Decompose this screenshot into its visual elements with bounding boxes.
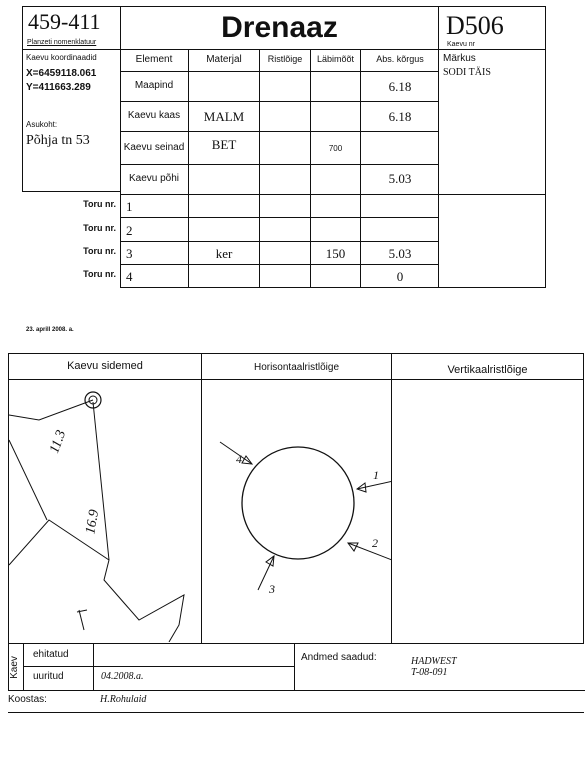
- pipe-number: 2: [126, 223, 133, 238]
- pipe-height: 0: [396, 269, 404, 284]
- built-label: ehitatud: [33, 649, 69, 660]
- dimension-label: 16.9: [83, 508, 103, 536]
- nomenclature-number: 459-411: [28, 9, 101, 34]
- diagram-col-vertical: Vertikaalristlõige: [447, 364, 528, 376]
- pipe-diameter: 150: [325, 246, 346, 261]
- col-header-element: Element: [135, 54, 173, 65]
- remarks-value: SODI TÄIS: [443, 67, 491, 78]
- nomenclature-box: [22, 6, 121, 50]
- well-id-label: Kaevu nr: [447, 41, 476, 48]
- source-line-1: HADWEST: [411, 656, 457, 667]
- form-date: 23. aprill 2008. a.: [26, 327, 74, 333]
- row-element-label: Kaevu kaas: [127, 110, 181, 121]
- dimension-label: 11.3: [47, 428, 70, 456]
- well-id: D506: [446, 11, 504, 40]
- diagram-col-divider-2: [391, 354, 392, 643]
- diagram-col-horizontal: Horisontaalristlõige: [253, 362, 340, 373]
- pipe-material: ker: [215, 246, 233, 261]
- row-element-label: Maapind: [134, 80, 174, 91]
- row-element-label: Kaevu põhi: [128, 173, 180, 184]
- pipe-row-label: Toru nr.: [83, 223, 116, 233]
- well-id-box: [438, 6, 546, 50]
- surveyed-label: uuritud: [33, 671, 64, 682]
- pipe-label: 3: [269, 582, 275, 596]
- diagram-section: [8, 353, 584, 644]
- row-material-value: MALM: [203, 109, 245, 124]
- well-circle: [242, 447, 354, 559]
- col-header-cross-section: Ristlõige: [267, 54, 303, 64]
- title-box: [120, 6, 439, 50]
- pipe-number: 4: [126, 269, 133, 284]
- col-header-material: Materjal: [206, 54, 242, 65]
- surveyed-value: 04.2008.a.: [101, 671, 144, 682]
- footer-side-label: Kaev: [8, 656, 20, 679]
- pipe-rows-right-border: [438, 194, 548, 290]
- footer-right-divider: [294, 644, 295, 690]
- form-title: Drenaaz: [221, 11, 338, 44]
- author-row: [8, 690, 584, 713]
- pipe-label: 1: [373, 468, 379, 482]
- pipe-label: 4: [236, 452, 242, 466]
- pipe-row-label: Toru nr.: [83, 199, 116, 209]
- pipe-row-label: Toru nr.: [83, 246, 116, 256]
- footer-mid-divider: [93, 644, 94, 690]
- pipe-label: 2: [372, 536, 378, 550]
- source-line-2: T-08-091: [411, 667, 448, 678]
- y-coordinate: Y=411663.289: [26, 82, 91, 93]
- row-height-value: 6.18: [388, 109, 412, 124]
- remarks-label: Märkus: [443, 53, 476, 64]
- footer-section: [8, 644, 585, 691]
- horizontal-section-sketch: [202, 380, 391, 642]
- source-label: Andmed saadud:: [301, 652, 377, 663]
- nomenclature-label: Planzeti nomenklatuur: [27, 39, 97, 46]
- location-label: Asukoht:: [26, 120, 58, 129]
- location-value: Põhja tn 53: [26, 133, 90, 148]
- well-table: [83, 49, 439, 288]
- row-material-value: BET: [211, 137, 237, 152]
- pipe-row-label: Toru nr.: [83, 269, 116, 279]
- row-element-label: Kaevu seinad: [123, 142, 185, 153]
- coordinates-box: [22, 49, 121, 192]
- remarks-box: [438, 49, 546, 195]
- x-coordinate: X=6459118.061: [26, 68, 97, 79]
- author-value: H.Rohulaid: [100, 694, 147, 705]
- links-sketch: [9, 380, 201, 642]
- pipe-number: 3: [126, 246, 133, 261]
- coords-label: Kaevu koordinaadid: [26, 53, 97, 62]
- author-label: Koostas:: [8, 694, 47, 705]
- col-header-diameter: Läbimõõt: [316, 54, 355, 64]
- row-diameter-value: 700: [328, 144, 343, 153]
- pipe-number: 1: [126, 199, 133, 214]
- row-height-value: 5.03: [388, 171, 412, 186]
- row-height-value: 6.18: [388, 79, 412, 94]
- col-header-abs-height: Abs. kõrgus: [376, 54, 424, 64]
- pipe-height: 5.03: [388, 246, 412, 261]
- diagram-col-links: Kaevu sidemed: [67, 360, 143, 372]
